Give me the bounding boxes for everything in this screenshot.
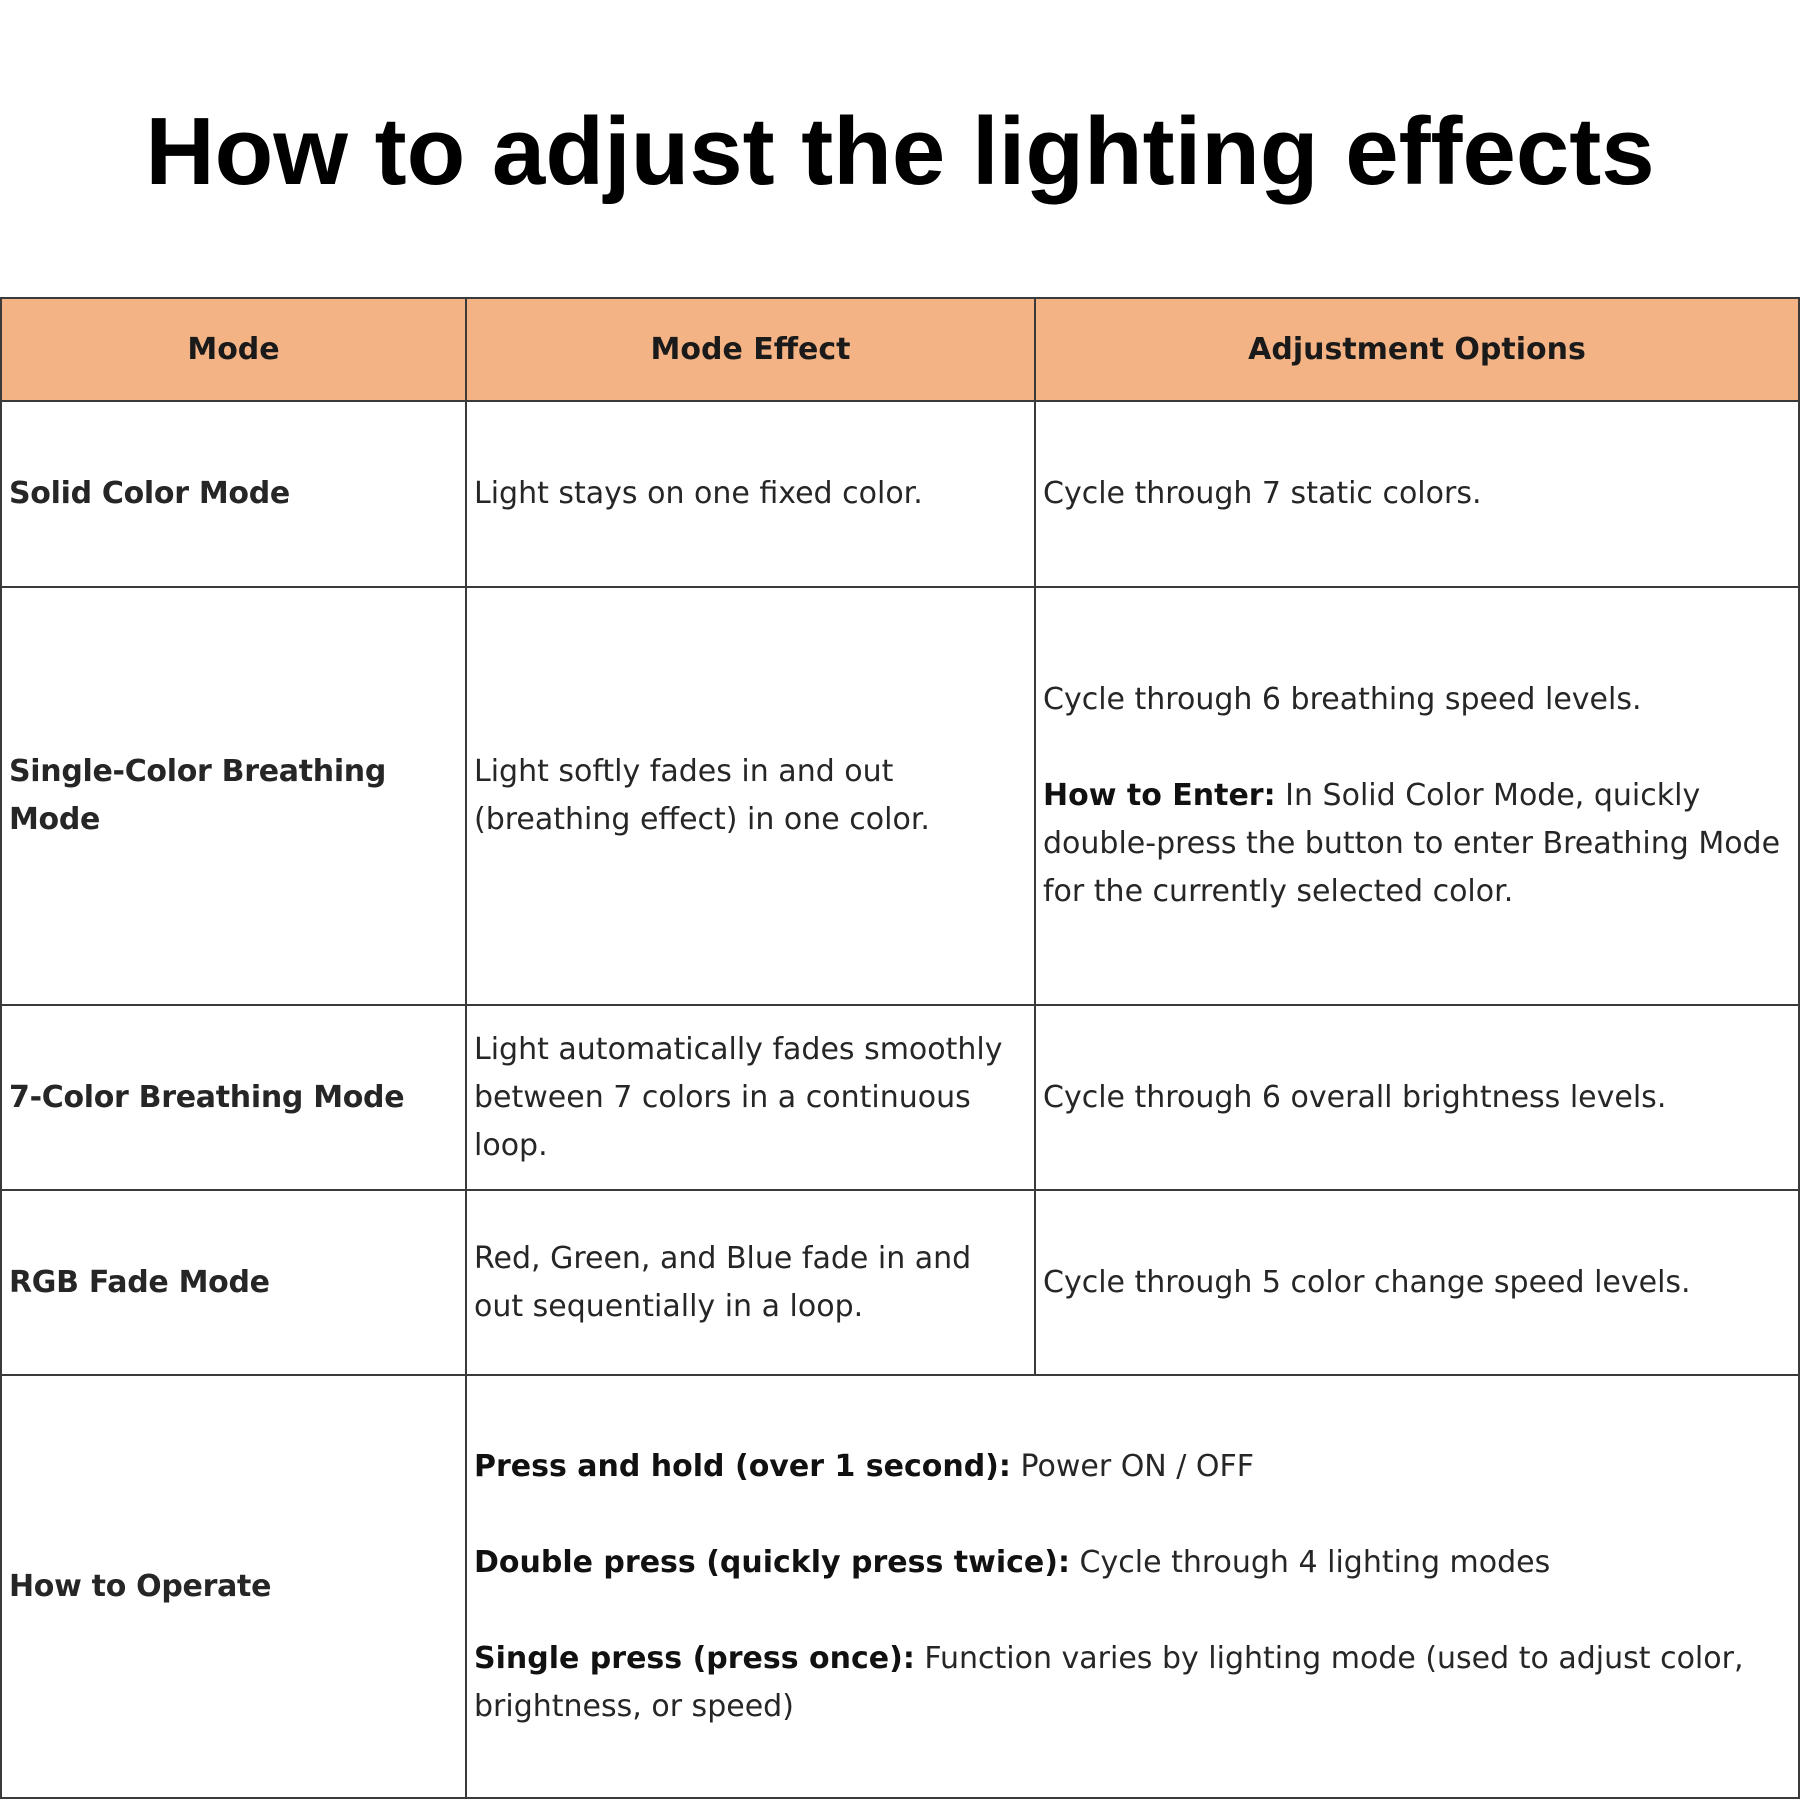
table-row (1, 1005, 1799, 1190)
operate-instructions-cell (466, 1375, 1799, 1798)
mode-cell: RGB Fade Mode (1, 1190, 466, 1375)
options-cell: Cycle through 6 overall brightness levels. (1035, 1005, 1799, 1190)
operate-item-text: Function varies by lighting mode (used to adjust color, brightness, or speed) (474, 1640, 1744, 1724)
options-cell: Cycle through 5 color change speed levels. (1035, 1190, 1799, 1375)
mode-cell: Single-Color Breathing Mode (1, 587, 466, 1005)
operate-item-label: Single press (press once): (474, 1640, 915, 1676)
table-row-how-to-operate (1, 1375, 1799, 1798)
operate-item (474, 1539, 1791, 1587)
header-mode-effect: Mode Effect (466, 298, 1035, 401)
table-row (1, 401, 1799, 587)
page-title: How to adjust the lighting effects (145, 98, 1655, 205)
table-header-row (1, 298, 1799, 401)
options-cell: Cycle through 7 static colors. (1035, 401, 1799, 587)
operate-item-label: Press and hold (over 1 second): (474, 1448, 1011, 1484)
options-text: Cycle through 6 breathing speed levels. (1043, 682, 1642, 717)
operate-item (474, 1443, 1791, 1491)
how-to-enter-label: How to Enter: (1043, 778, 1276, 813)
table-row (1, 587, 1799, 1005)
mode-cell: How to Operate (1, 1375, 466, 1798)
effect-cell: Red, Green, and Blue fade in and out sequentially in a loop. (466, 1190, 1035, 1375)
effect-cell: Light stays on one fixed color. (466, 401, 1035, 587)
effect-cell: Light automatically fades smoothly between 7 colors in a continuous loop. (466, 1005, 1035, 1190)
header-mode: Mode (1, 298, 466, 401)
lighting-modes-table (0, 297, 1800, 1799)
table-row (1, 1190, 1799, 1375)
operate-item-label: Double press (quickly press twice): (474, 1544, 1070, 1580)
operate-item (474, 1635, 1791, 1731)
operate-item-text: Power ON / OFF (1020, 1448, 1255, 1484)
mode-cell: Solid Color Mode (1, 401, 466, 587)
effect-cell: Light softly fades in and out (breathing effect) in one color. (466, 587, 1035, 1005)
options-cell (1035, 587, 1799, 1005)
how-to-enter-note (1043, 772, 1791, 916)
header-adjustment-options: Adjustment Options (1035, 298, 1799, 401)
operate-item-text: Cycle through 4 lighting modes (1079, 1544, 1551, 1580)
how-to-enter-text: In Solid Color Mode, quickly double-press the button to enter Breathing Mode for the currently selected color. (1043, 778, 1781, 909)
mode-cell: 7-Color Breathing Mode (1, 1005, 466, 1190)
